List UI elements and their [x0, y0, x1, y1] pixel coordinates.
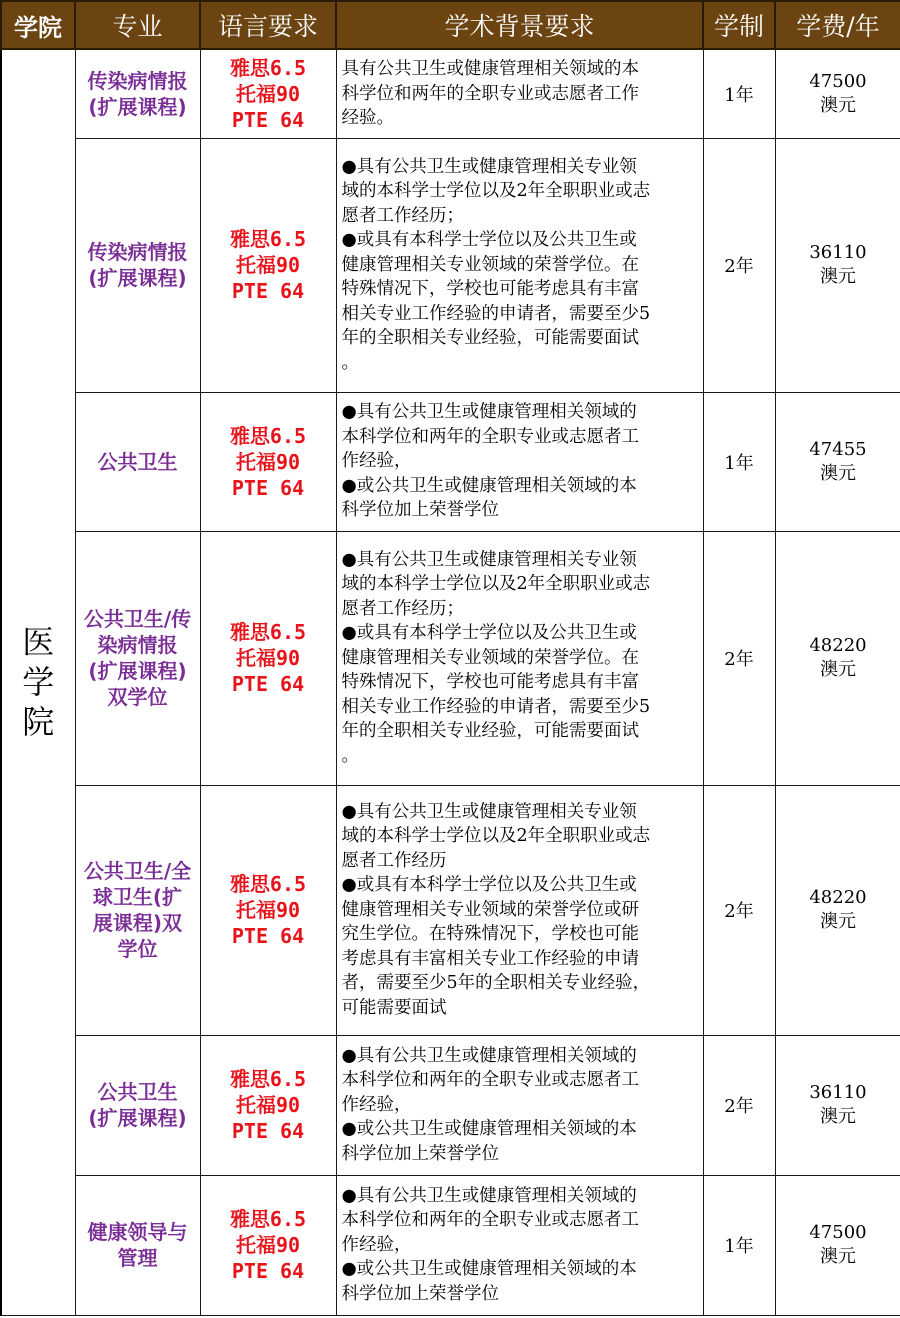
background-line: 作经验，: [341, 1234, 412, 1255]
school-name: 医学院: [22, 623, 55, 742]
background-line: 相关专业工作经验的申请者，需要至少5: [341, 303, 651, 324]
fee-currency: 澳元: [820, 266, 856, 287]
language-cell: [200, 1035, 336, 1175]
background-line: ●或具有本科学士学位以及公共卫生或: [341, 875, 637, 896]
background-cell: [336, 531, 703, 785]
background-line: 愿者工作经历；: [341, 598, 464, 619]
school-cell: [1, 49, 75, 1315]
background-line: 科学位加上荣誉学位: [341, 500, 499, 521]
fee-currency: 澳元: [820, 462, 856, 484]
language-requirement: 托福90: [235, 81, 301, 106]
major-cell: 健康领导与管理: [75, 1175, 200, 1315]
background-line: 健康管理相关专业领域的荣誉学位。在: [341, 254, 639, 275]
language-cell: [200, 785, 336, 1035]
language-requirement: 托福90: [235, 1093, 301, 1117]
background-cell: [336, 49, 703, 138]
major-cell: 公共卫生: [75, 392, 200, 531]
background-line: 具有公共卫生或健康管理相关领域的本: [341, 59, 639, 79]
table-header-row: [1, 1, 900, 49]
language-cell: [200, 1175, 336, 1315]
background-line: 愿者工作经历；: [341, 205, 464, 226]
duration-cell: 1年: [703, 49, 775, 138]
header-major: 专业: [75, 1, 200, 49]
background-line: ●或公共卫生或健康管理相关领域的本: [341, 475, 637, 496]
fee-currency: 澳元: [820, 1106, 856, 1127]
background-cell: [336, 785, 703, 1035]
background-line: 经验。: [341, 108, 394, 128]
background-line: 域的本科学士学位以及2年全职职业或志: [341, 574, 651, 595]
language-cell: [200, 392, 336, 531]
language-requirement: PTE 64: [231, 672, 305, 696]
table-row: [1, 785, 900, 1035]
language-requirement: 托福90: [235, 449, 301, 474]
background-line: 作经验，: [341, 1094, 412, 1115]
background-line: 域的本科学士学位以及2年全职职业或志: [341, 826, 651, 847]
header-duration: 学制: [703, 1, 775, 49]
language-requirement: 托福90: [235, 1233, 301, 1257]
header-language: 语言要求: [200, 1, 336, 49]
duration-cell: 2年: [703, 1035, 775, 1175]
background-line: 健康管理相关专业领域的荣誉学位或研: [341, 899, 639, 920]
background-cell: [336, 392, 703, 531]
background-line: 特殊情况下，学校也可能考虑具有丰富: [341, 279, 639, 300]
fee-currency: 澳元: [820, 1246, 856, 1267]
language-cell: [200, 531, 336, 785]
language-requirement: 雅思6.5: [229, 872, 307, 896]
language-cell: [200, 49, 336, 138]
background-line: 考虑具有丰富相关专业工作经验的申请: [341, 948, 639, 969]
background-line: ●或具有本科学士学位以及公共卫生或: [341, 623, 637, 644]
fee-amount: 36110: [809, 1082, 867, 1103]
background-line: ●具有公共卫生或健康管理相关领域的: [341, 1045, 637, 1066]
background-line: 年的全职相关专业经验，可能需要面试: [341, 721, 639, 742]
language-requirement: PTE 64: [231, 475, 305, 500]
fee-currency: 澳元: [820, 911, 856, 932]
table-row: [1, 1175, 900, 1315]
duration-cell: 1年: [703, 392, 775, 531]
fee-currency: 澳元: [820, 94, 856, 116]
background-line: 可能需要面试: [341, 997, 447, 1018]
duration-cell: 2年: [703, 531, 775, 785]
fee-cell: [775, 1175, 900, 1315]
fee-amount: 47500: [809, 70, 867, 92]
language-requirement: 雅思6.5: [229, 227, 307, 251]
language-requirement: PTE 64: [231, 1119, 305, 1143]
background-line: 科学位加上荣誉学位: [341, 1283, 499, 1304]
background-line: 域的本科学士学位以及2年全职职业或志: [341, 181, 651, 202]
language-requirement: 雅思6.5: [229, 55, 307, 80]
background-line: ●具有公共卫生或健康管理相关专业领: [341, 801, 637, 822]
background-line: 年的全职相关专业经验，可能需要面试: [341, 328, 639, 349]
duration-cell: 1年: [703, 1175, 775, 1315]
background-line: ●具有公共卫生或健康管理相关领域的: [341, 402, 637, 423]
background-line: ●具有公共卫生或健康管理相关领域的: [341, 1185, 637, 1206]
duration-cell: 2年: [703, 785, 775, 1035]
language-requirement: 雅思6.5: [229, 620, 307, 644]
fee-cell: [775, 1035, 900, 1175]
header-school: 学院: [1, 1, 75, 49]
background-cell: [336, 1035, 703, 1175]
language-cell: [200, 138, 336, 392]
background-line: 本科学位和两年的全职专业或志愿者工: [341, 426, 639, 447]
language-requirement: PTE 64: [231, 924, 305, 948]
table-row: [1, 531, 900, 785]
language-requirement: 雅思6.5: [229, 423, 307, 448]
duration-cell: 2年: [703, 138, 775, 392]
fee-amount: 47455: [809, 438, 867, 460]
table-body: [1, 49, 900, 1315]
header-fee: 学费/年: [775, 1, 900, 49]
language-requirement: PTE 64: [231, 279, 305, 303]
background-line: 愿者工作经历: [341, 850, 447, 871]
language-requirement: 雅思6.5: [229, 1207, 307, 1231]
table-row: [1, 49, 900, 138]
fee-amount: 36110: [809, 242, 867, 263]
background-line: 。: [341, 352, 359, 373]
fee-amount: 48220: [809, 887, 867, 908]
fee-cell: [775, 392, 900, 531]
background-line: 特殊情况下，学校也可能考虑具有丰富: [341, 672, 639, 693]
fee-cell: [775, 531, 900, 785]
background-line: 相关专业工作经验的申请者，需要至少5: [341, 696, 651, 717]
language-requirement: 雅思6.5: [229, 1067, 307, 1091]
language-requirement: 托福90: [235, 646, 301, 670]
fee-cell: [775, 138, 900, 392]
fee-cell: [775, 785, 900, 1035]
language-requirement: 托福90: [235, 898, 301, 922]
background-line: 作经验，: [341, 451, 412, 472]
fee-amount: 47500: [809, 1222, 867, 1243]
background-line: ●或具有本科学士学位以及公共卫生或: [341, 230, 637, 251]
background-line: 。: [341, 745, 359, 766]
table-row: [1, 138, 900, 392]
language-requirement: PTE 64: [231, 107, 305, 132]
language-requirement: PTE 64: [231, 1259, 305, 1283]
background-line: ●或公共卫生或健康管理相关领域的本: [341, 1259, 637, 1280]
background-line: 者，需要至少5年的全职相关专业经验，: [341, 973, 651, 994]
background-line: ●具有公共卫生或健康管理相关专业领: [341, 549, 637, 570]
background-line: 科学位和两年的全职专业或志愿者工作: [341, 83, 639, 104]
fee-amount: 48220: [809, 635, 867, 656]
major-cell: 公共卫生(扩展课程): [75, 1035, 200, 1175]
background-line: 本科学位和两年的全职专业或志愿者工: [341, 1070, 639, 1091]
background-line: 本科学位和两年的全职专业或志愿者工: [341, 1210, 639, 1231]
table-row: [1, 392, 900, 531]
fee-cell: [775, 49, 900, 138]
background-line: ●或公共卫生或健康管理相关领域的本: [341, 1119, 637, 1140]
major-cell: 公共卫生/传染病情报(扩展课程)双学位: [75, 531, 200, 785]
major-cell: 公共卫生/全球卫生(扩展课程)双学位: [75, 785, 200, 1035]
major-cell: 传染病情报(扩展课程): [75, 49, 200, 138]
fee-currency: 澳元: [820, 659, 856, 680]
background-cell: [336, 1175, 703, 1315]
header-background: 学术背景要求: [336, 1, 703, 49]
language-requirement: 托福90: [235, 253, 301, 277]
table-row: [1, 1035, 900, 1175]
background-line: ●具有公共卫生或健康管理相关专业领: [341, 156, 637, 177]
major-cell: 传染病情报(扩展课程): [75, 138, 200, 392]
background-line: 究生学位。在特殊情况下，学校也可能: [341, 924, 639, 945]
background-line: 科学位加上荣誉学位: [341, 1143, 499, 1164]
background-cell: [336, 138, 703, 392]
background-line: 健康管理相关专业领域的荣誉学位。在: [341, 647, 639, 668]
